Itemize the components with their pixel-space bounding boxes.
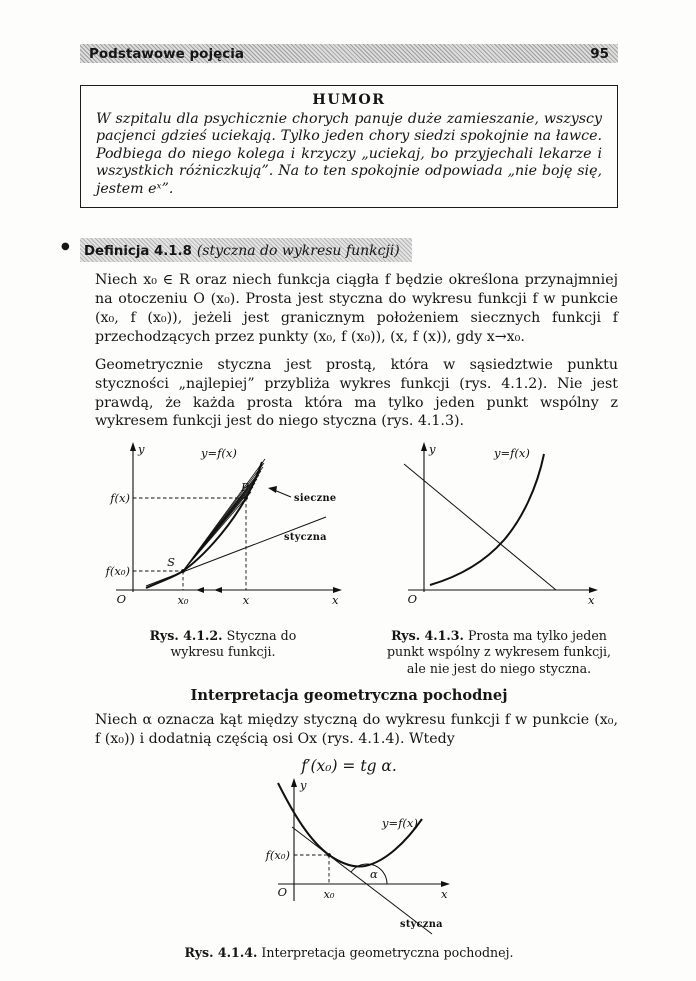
caption-number: Rys. 4.1.3.: [391, 628, 464, 644]
styczna-label: styczna: [284, 532, 327, 544]
tangency-point-dot: [327, 854, 331, 858]
origin-label: O: [277, 885, 287, 900]
caption-text: Interpretacja geometryczna pochodnej.: [261, 945, 514, 961]
section-paragraph: Niech α oznacza kąt między styczną do wykresu funkcji f w punkcie (x₀, f (x₀)) i dodatnią częścią osi Ox (rys. 4.1.4). Wtedy: [95, 711, 618, 747]
definition-highlight: [80, 238, 412, 262]
caption-number: Rys. 4.1.4.: [184, 945, 258, 961]
derivative-formula: f′(x₀) = tg α.: [301, 757, 397, 776]
styczna-label: styczna: [400, 919, 443, 931]
angle-arc: [351, 864, 387, 884]
sieczne-label: sieczne: [294, 493, 337, 505]
figure-4-1-3: [380, 440, 618, 676]
dashed-guides: [294, 855, 329, 884]
x-approach-arrow-icon: [196, 587, 204, 593]
y-axis-label: y: [138, 442, 145, 457]
figure-caption: [380, 628, 618, 676]
curve-label: y=f(x): [494, 446, 530, 461]
figures-row: [98, 440, 618, 676]
caption-number: Rys. 4.1.2.: [149, 628, 223, 644]
header-title: Podstawowe pojęcia: [89, 45, 244, 62]
secant-lines: [183, 459, 265, 571]
curve-label: y=f(x): [382, 816, 418, 831]
definition-label: Definicja 4.1.8: [84, 244, 192, 260]
tangent-secant-graph: [98, 440, 348, 620]
page-header: [80, 44, 618, 63]
point-s-dot: [181, 569, 185, 573]
humor-title: HUMOR: [312, 92, 386, 108]
page-number: 95: [590, 45, 609, 62]
fx0-label: f(x₀): [265, 848, 290, 863]
definition-paragraph-2: Geometrycznie styczna jest prostą, która w sąsiedztwie punktu styczności „najlepiej” przybliża wykres funkcji (rys. 4.1.2). Nie jest prawdą, że każda prosta która ma tylko jeden punkt wspólny z wykresem funkcji jest do niego styczna (rys. 4.1.3).: [95, 356, 618, 430]
point-p-dot: [244, 496, 248, 500]
y-axis-arrow-icon: [291, 778, 297, 787]
x-axis-label: x: [332, 593, 339, 608]
figure-4-1-2: [98, 440, 348, 660]
y-axis-arrow-icon: [421, 442, 427, 451]
point-p-label: P: [241, 480, 249, 495]
point-s-label: S: [167, 555, 175, 570]
bullet-icon: ●: [61, 241, 70, 253]
figure-4-1-4: [80, 777, 618, 961]
x-axis-label: x: [588, 593, 595, 608]
y-axis-label: y: [300, 778, 307, 793]
humor-box: [80, 85, 618, 208]
caption-text: Prosta ma tylko jeden punkt wspólny z wykresem funkcji, ale nie jest do niego styczna.: [386, 628, 612, 676]
figure-caption: [139, 945, 559, 961]
definition-heading: [61, 238, 618, 262]
definition-paragraph-1: Niech x₀ ∈ R oraz niech funkcja ciągła f będzie określona przynajmniej na otoczeniu O (x₀). Prosta jest styczna do wykresu funkcji f w punkcie (x₀, f (x₀)), jeżeli jest granicznym położeniem siecznych funkcji f przechodzących przez punkty (x₀, f (x₀)), (x, f (x)), gdy x→x₀.: [95, 272, 618, 345]
tangent-line: [146, 517, 326, 586]
tangent-line: [292, 827, 432, 934]
figure-caption: [131, 628, 316, 660]
x-var-label: x: [242, 593, 250, 608]
sieczne-arrow-icon: [268, 486, 277, 493]
x0-label: x₀: [323, 887, 335, 902]
curve-label: y=f(x): [201, 446, 237, 461]
alpha-label: α: [370, 867, 378, 882]
origin-label: O: [407, 592, 417, 607]
fx0-label: f(x₀): [105, 564, 130, 579]
angle-interpretation-graph: [234, 777, 464, 937]
x-axis-label: x: [441, 887, 448, 902]
x0-label: x₀: [177, 593, 189, 608]
crossing-line: [404, 464, 556, 590]
fx-label: f(x): [110, 491, 130, 506]
humor-body: W szpitalu dla psychicznie chorych panuje duże zamieszanie, wszyscy pacjenci gdzieś uciekają. Tylko jeden chory siedzi spokojnie na ławce. Podbiega do niego kolega i krzyczy „uciekaj, bo przyjechali lekarze i wszystkich różniczkują”. Na to ten spokojnie odpowiada „nie boję się, jestem eˣ”.: [96, 111, 602, 197]
y-axis-arrow-icon: [130, 442, 136, 451]
definition-subtitle: (styczna do wykresu funkcji): [196, 243, 400, 260]
crossing-line-graph: [394, 440, 604, 620]
sieczne-pointer: [274, 490, 291, 497]
y-axis-label: y: [429, 442, 436, 457]
definition-block: [61, 238, 618, 431]
x-approach-arrow-icon: [214, 587, 222, 593]
caption-text: Styczna do wykresu funkcji.: [170, 628, 297, 660]
section-heading: Interpretacja geometryczna pochodnej: [190, 686, 508, 704]
origin-label: O: [116, 592, 126, 607]
